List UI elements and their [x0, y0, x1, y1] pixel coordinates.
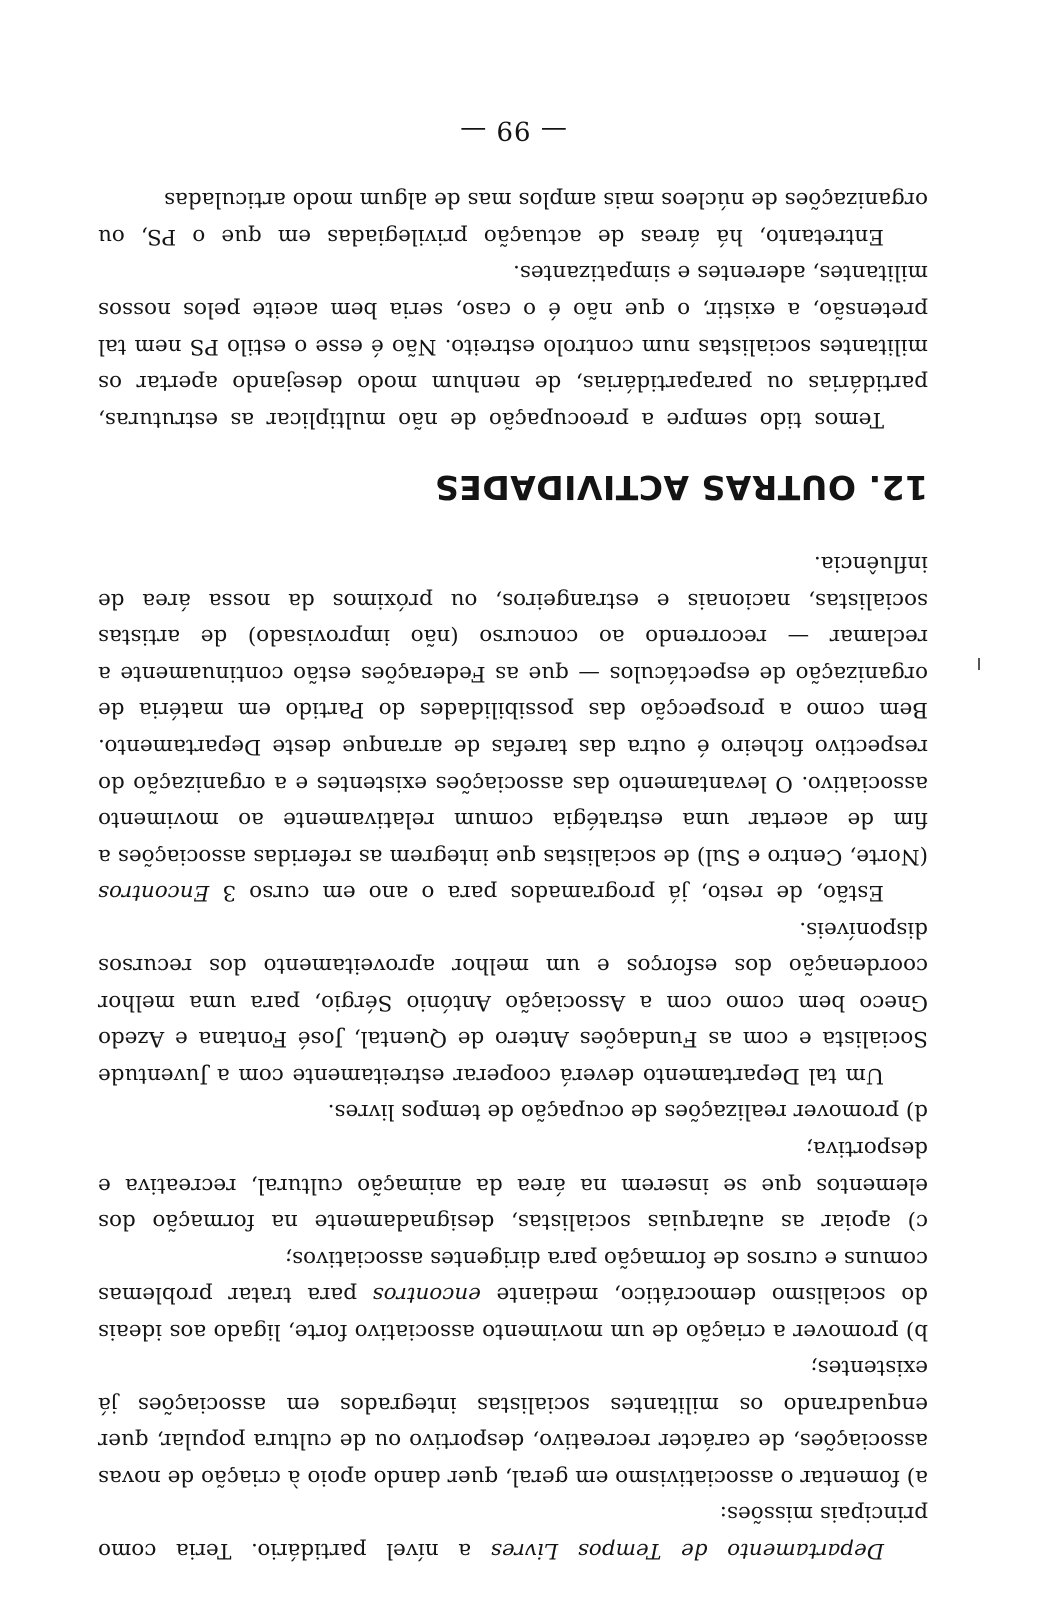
paragraph [98, 910, 928, 1093]
text-run: d) promover realizações de ocupação de tempos livres. [327, 1099, 928, 1125]
paragraph [98, 1495, 928, 1568]
italic-text: Departamento de Tempos Livres [490, 1538, 884, 1563]
text-run: Um tal Departamento deverá cooperar estreitamente com a Juventude Socialista e com as Fundações Antero de Quental, José Fontana e Azedo Gneco bem como com a Associação António Sérgio, para uma melhor coordenação dos esforços e um melhor aproveitamento dos recursos disponíveis. [98, 916, 928, 1088]
paragraph [98, 545, 928, 910]
italic-text: Encontros [98, 880, 210, 906]
italic-text: encontros [372, 1282, 481, 1308]
text-run: para tratar problemas comuns e cursos de formação para dirigentes associativos; [98, 1245, 928, 1308]
scan-mark [978, 658, 980, 670]
paragraph [98, 254, 928, 437]
paragraph [98, 181, 928, 254]
list-item [98, 1129, 928, 1239]
list-item [98, 1093, 928, 1130]
text-run: b) promover a criação de um movimento associativo forte, ligado aos ideais do socialismo democrático, mediante [98, 1282, 928, 1344]
page-number: — 99 — [459, 114, 567, 145]
text-run: a nível partidário. Teria como principais missões: [98, 1501, 928, 1563]
text-run: Entretanto, há áreas de actuação privilegiadas em que o PS, ou organizações de núcleos mais amplos mas de algum modo articuladas [98, 187, 928, 249]
section-heading: 12. OUTRAS ACTIVIDADES [434, 467, 928, 507]
body-text-top [98, 545, 928, 1568]
text-run: Estão, de resto, já programados para o ano em curso 3 [209, 880, 884, 906]
list-item [98, 1239, 928, 1349]
text-run: c) apoiar as autarquias socialistas, designadamente na formação dos elementos que se inserem na área da animação cultural, recreativa e desportiva; [98, 1135, 928, 1235]
text-run: Temos tido sempre a preocupação de não multiplicar as estruturas, partidárias ou parapartidárias, de nenhum modo desejando apertar os militantes socialistas num controlo estreito. Não é esse o estilo PS nem tal pretensão, a existir, o que não é o caso, seria bem aceite pelos nossos militantes, aderentes e simpatizantes. [98, 260, 928, 432]
list-item [98, 1349, 928, 1495]
text-run: a) fomentar o associativismo em geral, quer dando apoio à criação de novas associações, de carácter recreativo, desportivo ou de cultura popular, quer enquadrando os militantes socialistas integrados em associações já existentes; [98, 1355, 928, 1490]
body-text-bottom [98, 181, 928, 437]
text-run: (Norte, Centro e Sul) de socialistas que integrem as referidas associações a fim de acertar uma estratégia comum relativamente ao movimento associativo. O levantamento das associações existentes e a organização do respectivo ficheiro é outra das tarefas de arranque deste Departamento. Bem como a prospecção das possibilidades do Partido em matéria de organização de espectáculos — que as Federações estão continuamente a reclamar — recorrendo ao concurso (não improvisado) de artistas socialistas, nacionais e estrangeiros, ou próximos da nossa área de influência. [98, 551, 928, 869]
